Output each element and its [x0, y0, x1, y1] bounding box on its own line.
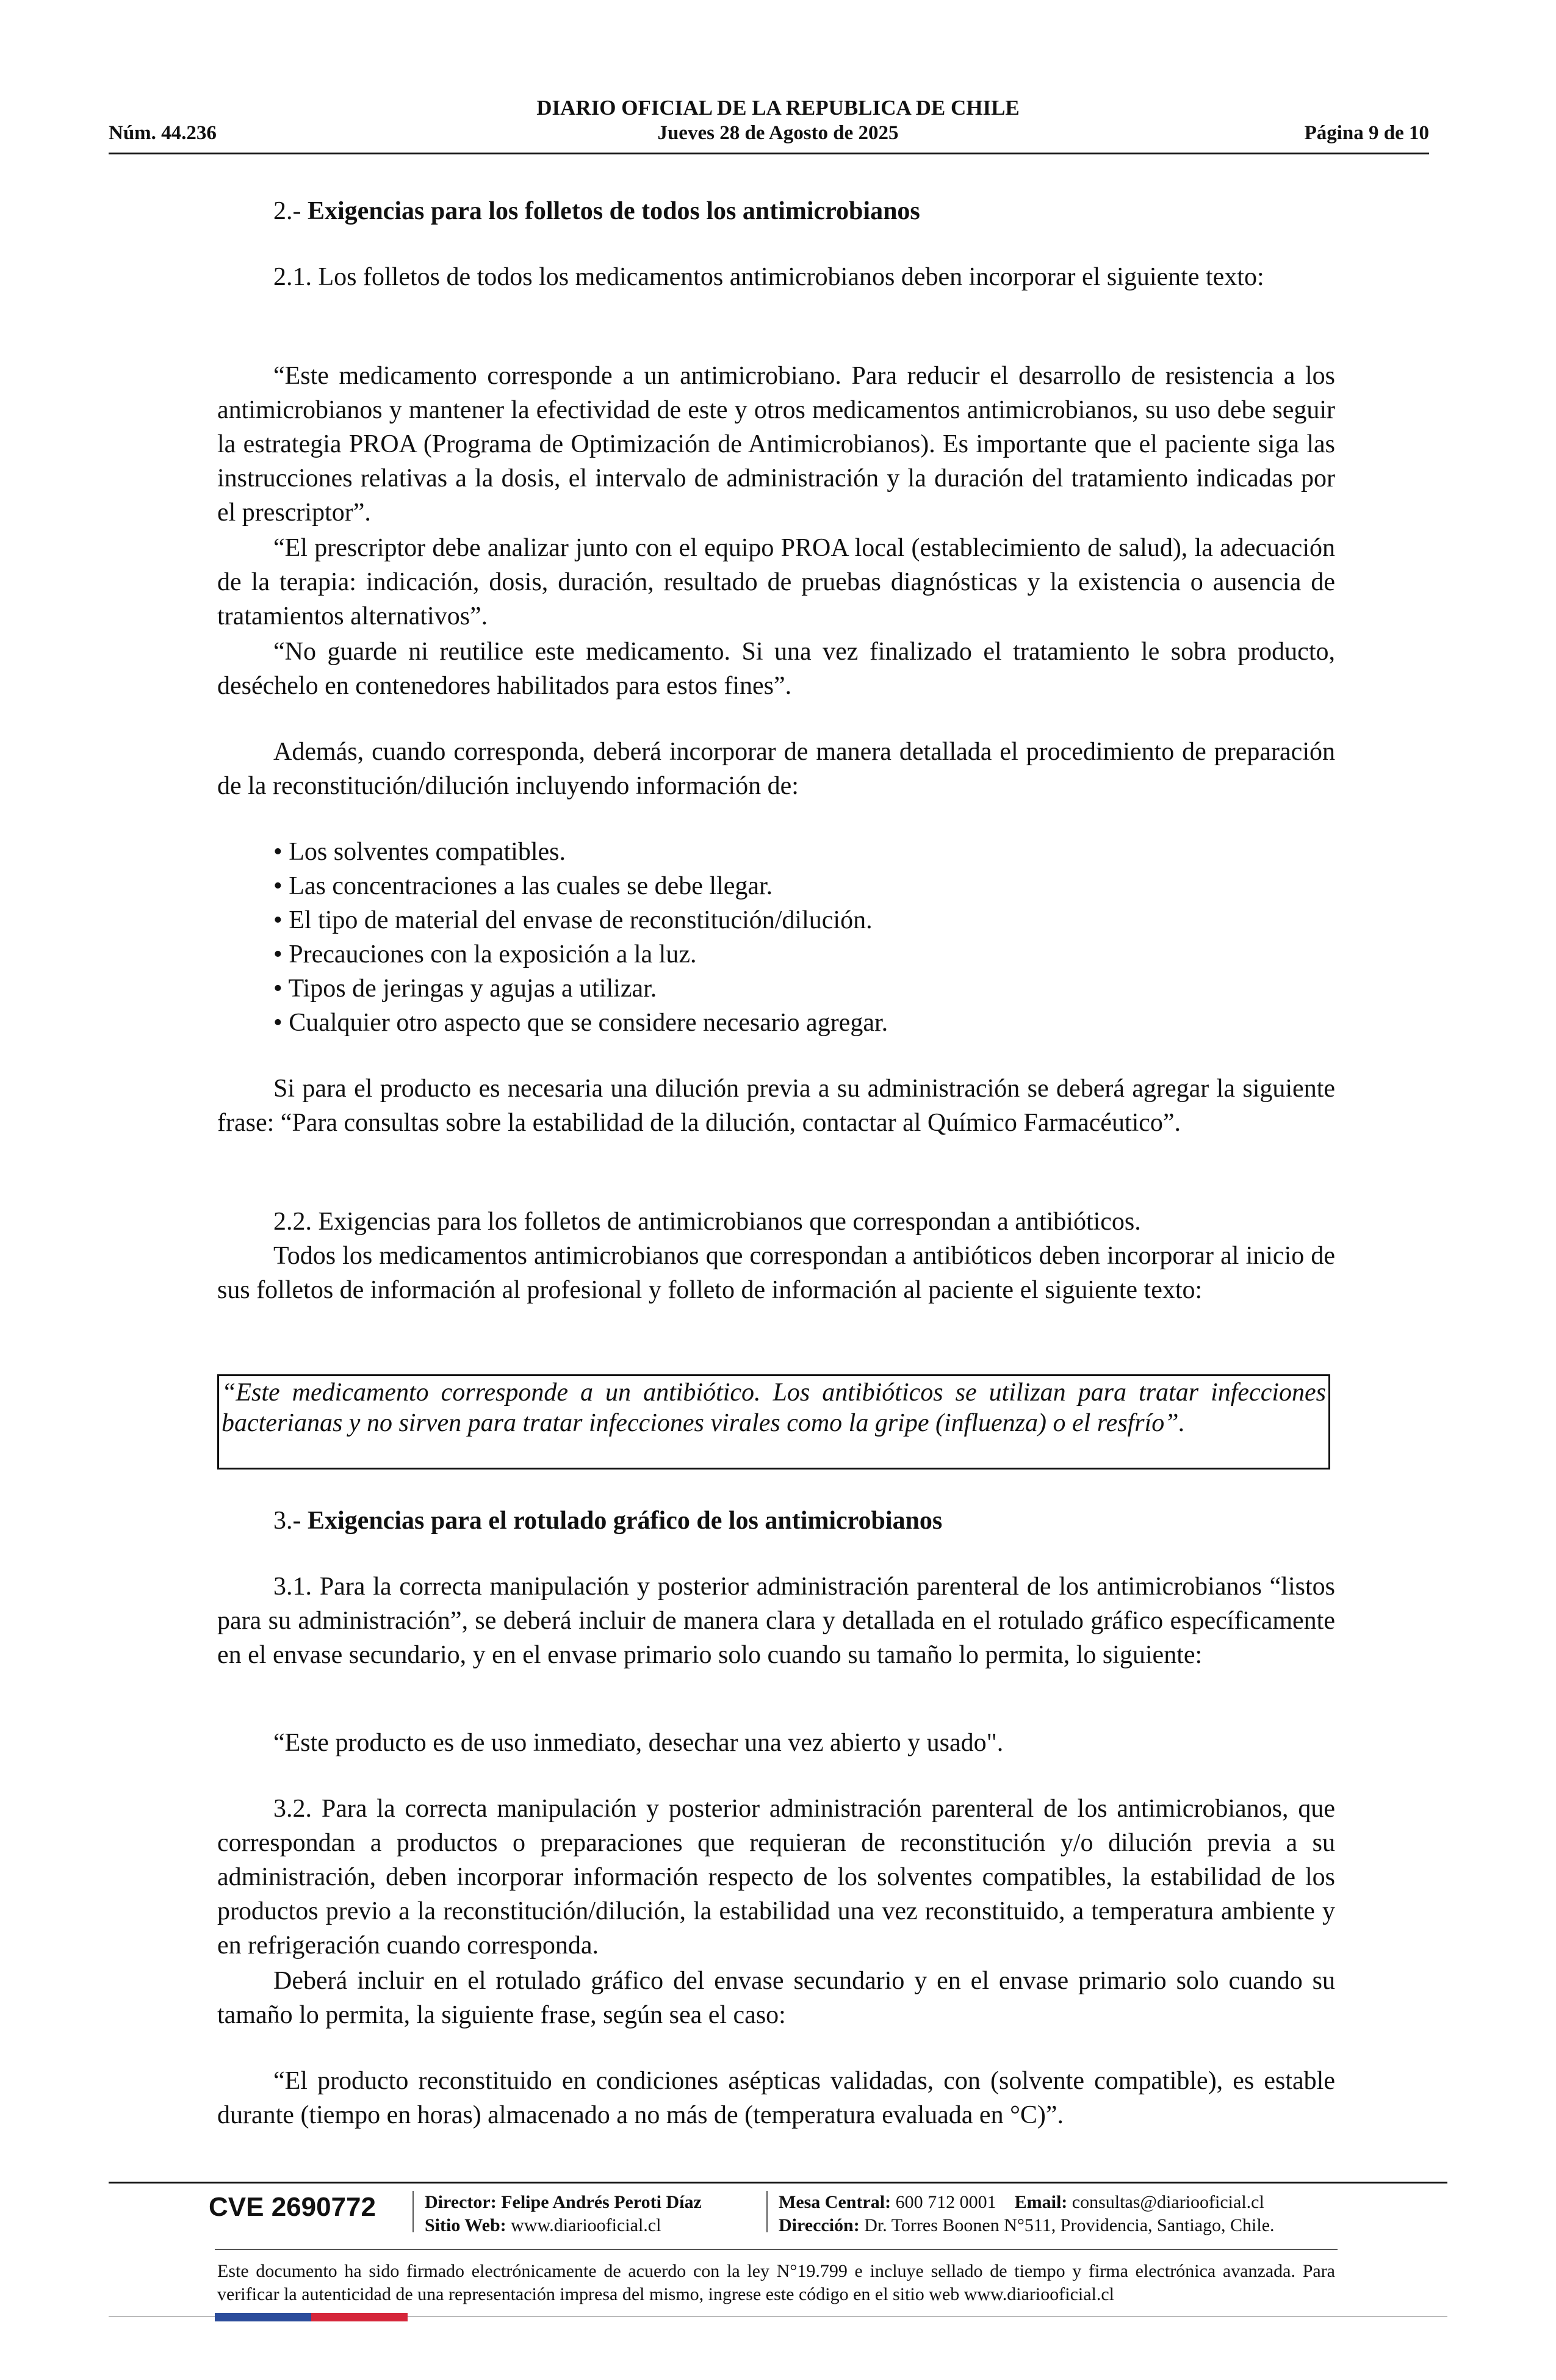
- quote-antimicrobiano: “Este medicamento corresponde a un antimicrobiano. Para reducir el desarrollo de resistencia a los antimicrobianos y mantener la efectividad de este y otros medicamentos antimicrobianos, su uso debe seguir la estrategia PROA (Programa de Optimización de Antimicrobianos). Es importante que el paciente siga las instrucciones relativas a la dosis, el intervalo de administración y la duración del tratamiento indicadas por el prescriptor”.: [217, 362, 1335, 527]
- page-number: Página 9 de 10: [1304, 122, 1429, 144]
- footer-inner-divider: [215, 2249, 1338, 2250]
- email-address[interactable]: consultas@diariooficial.cl: [1072, 2192, 1264, 2212]
- list-item: • Las concentraciones a las cuales se debe llegar.: [273, 869, 888, 903]
- mesa-phone: 600 712 0001: [895, 2192, 996, 2212]
- issue-number: Núm. 44.236: [109, 122, 217, 144]
- paragraph-ademas: Además, cuando corresponda, deberá incorporar de manera detallada el procedimiento de preparación de la reconstitución/dilución incluyendo información de:: [217, 738, 1335, 800]
- quote-uso-inmediato: “Este producto es de uso inmediato, desechar una vez abierto y usado".: [273, 1729, 1004, 1757]
- signature-note: Este documento ha sido firmado electrónicamente de acuerdo con la ley N°19.799 e incluye sellado de tiempo y firma electrónica avanzada. Para verificar la autenticidad de una representación impresa del mismo, ingrese este código en el sitio web www.diariooficial.cl: [217, 2261, 1335, 2304]
- cve-code: CVE 2690772: [209, 2192, 376, 2222]
- header-divider: [109, 153, 1429, 154]
- director-label: Director:: [425, 2192, 497, 2212]
- quote-reconstituido: “El producto reconstituido en condiciones asépticas validadas, con (solvente compatible), es estable durante (tiempo en horas) almacenado a no más de (temperatura evaluada en °C)”.: [217, 2067, 1335, 2129]
- flag-bar-red: [311, 2313, 408, 2321]
- paragraph-2-2: 2.2. Exigencias para los folletos de antimicrobianos que correspondan a antibióticos.: [273, 1208, 1141, 1236]
- footer-divider: [109, 2182, 1447, 2183]
- list-item: • Tipos de jeringas y agujas a utilizar.: [273, 972, 888, 1006]
- address-label: Dirección:: [779, 2215, 860, 2235]
- section-3-title: Exigencias para el rotulado gráfico de los antimicrobianos: [308, 1507, 943, 1535]
- paragraph-3-1: 3.1. Para la correcta manipulación y posterior administración parenteral de los antimicrobianos “listos para su administración”, se deberá incluir de manera clara y detallada en el rotulado gráfico específicamente en el envase secundario, y en el envase primario solo cuando su tamaño lo permita, lo siguiente:: [217, 1573, 1335, 1669]
- issue-date: Jueves 28 de Agosto de 2025: [657, 122, 899, 144]
- quote-no-guarde: “No guarde ni reutilice este medicamento. Si una vez finalizado el tratamiento le sobra producto, deséchelo en contenedores habilitados para estos fines”.: [217, 638, 1335, 700]
- list-item: • El tipo de material del envase de reconstitución/dilución.: [273, 903, 888, 937]
- footer-separator: [412, 2191, 414, 2232]
- web-url[interactable]: www.diariooficial.cl: [511, 2215, 661, 2235]
- quote-prescriptor: “El prescriptor debe analizar junto con el equipo PROA local (establecimiento de salud), la adecuación de la terapia: indicación, dosis, duración, resultado de pruebas diagnósticas y la existencia o ausencia de tratamientos alternativos”.: [217, 534, 1335, 630]
- section-2-heading: [217, 194, 1335, 228]
- footer-separator: [766, 2191, 768, 2232]
- newspaper-title: DIARIO OFICIAL DE LA REPUBLICA DE CHILE: [536, 96, 1020, 120]
- flag-bar-blue: [215, 2313, 311, 2321]
- mesa-label: Mesa Central:: [779, 2192, 891, 2212]
- antibiotic-notice-box: “Este medicamento corresponde a un antibiótico. Los antibióticos se utilizan para tratar infecciones bacterianas y no sirven para tratar infecciones virales como la gripe (influenza) o el resfrío”.: [217, 1374, 1330, 1469]
- web-label: Sitio Web:: [425, 2215, 506, 2235]
- paragraph-3-2: 3.2. Para la correcta manipulación y posterior administración parenteral de los antimicrobianos, que correspondan a productos o preparaciones que requieran de reconstitución y/o dilución previa a su administración, deben incorporar información respecto de los solventes compatibles, la estabilidad de los productos previo a la reconstitución/dilución, la estabilidad una vez reconstituido, a temperatura ambiente y en refrigeración cuando corresponda.: [217, 1795, 1335, 1960]
- paragraph-todos: Todos los medicamentos antimicrobianos que correspondan a antibióticos deben incorporar al inicio de sus folletos de información al profesional y folleto de información al paciente el siguiente texto:: [217, 1242, 1335, 1304]
- section-2-title: Exigencias para los folletos de todos los antimicrobianos: [308, 197, 920, 225]
- requirements-list: [273, 835, 888, 1040]
- list-item: • Cualquier otro aspecto que se considere necesario agregar.: [273, 1006, 888, 1040]
- paragraph-dilucion: Si para el producto es necesaria una dilución previa a su administración se deberá agregar la siguiente frase: “Para consultas sobre la estabilidad de la dilución, contactar al Químico Farmacéutico”.: [217, 1075, 1335, 1137]
- email-label: Email:: [1014, 2192, 1068, 2212]
- section-3-number: 3.-: [273, 1507, 308, 1535]
- address: Dr. Torres Boonen N°511, Providencia, Santiago, Chile.: [864, 2215, 1275, 2235]
- list-item: • Precauciones con la exposición a la luz.: [273, 937, 888, 972]
- section-3-heading: [217, 1504, 1335, 1538]
- director-name: Felipe Andrés Peroti Díaz: [501, 2192, 702, 2212]
- section-2-number: 2.-: [273, 197, 308, 225]
- paragraph-2-1: 2.1. Los folletos de todos los medicamentos antimicrobianos deben incorporar el siguiente texto:: [273, 263, 1264, 291]
- list-item: • Los solventes compatibles.: [273, 835, 888, 869]
- paragraph-debera: Deberá incluir en el rotulado gráfico del envase secundario y en el envase primario solo cuando su tamaño lo permita, la siguiente frase, según sea el caso:: [217, 1967, 1335, 2029]
- footer-director-block: [425, 2191, 702, 2237]
- footer-contact-block: [779, 2191, 1275, 2237]
